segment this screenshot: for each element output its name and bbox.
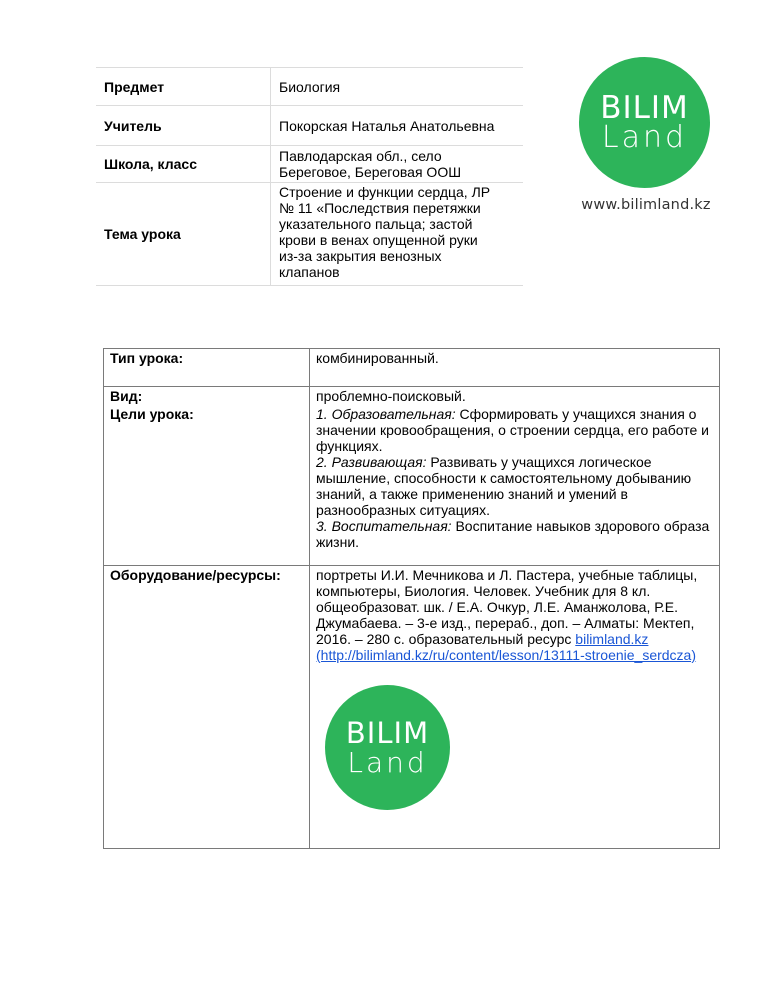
table-row: [96, 183, 523, 286]
goal-text: Воспитание навыков здорового образа жизни.: [316, 518, 710, 550]
lesson-info-table: [96, 67, 523, 286]
lesson-type-label: Тип урока:: [104, 349, 310, 387]
subject-label: Предмет: [96, 68, 271, 106]
school-line: Павлодарская обл., село: [279, 148, 442, 164]
bilimland-link[interactable]: bilimland.kz: [575, 631, 649, 647]
table-row: [96, 68, 523, 106]
goals-label: Цели урока:: [104, 405, 310, 566]
goal-text: Сформировать у учащихся знания о значении кровообращения, о строении сердца, его работе и функциях.: [316, 406, 709, 454]
equipment-text: [316, 567, 713, 647]
topic-line: из-за закрытия венозных: [279, 248, 442, 264]
logo-word-bilim: BILIM: [600, 89, 689, 126]
subject-value: Биология: [271, 68, 524, 106]
topic-line: клапанов: [279, 264, 340, 280]
topic-line: крови в венах опущенной руки: [279, 232, 478, 248]
table-row: [104, 566, 720, 849]
goal-title: 1. Образовательная:: [316, 406, 456, 422]
lesson-url-link[interactable]: (http://bilimland.kz/ru/content/lesson/13111-stroenie_serdcza): [316, 647, 697, 663]
topic-line: Строение и функции сердца, ЛР: [279, 184, 491, 200]
equipment-label: Оборудование/ресурсы:: [104, 566, 310, 849]
goal-item: [316, 518, 713, 550]
goal-title: 3. Воспитательная:: [316, 518, 452, 534]
teacher-value: Покорская Наталья Анатольевна: [271, 106, 524, 146]
goal-item: [316, 454, 713, 518]
teacher-label: Учитель: [96, 106, 271, 146]
site-url: www.bilimland.kz: [581, 197, 711, 213]
goal-title: 2. Развивающая:: [316, 454, 427, 470]
logo-word-bilim: BILIM: [345, 715, 430, 750]
topic-label: Тема урока: [96, 183, 271, 286]
logo-word-land: Land: [601, 119, 688, 155]
table-row: [104, 387, 720, 406]
school-line: Береговое, Береговая ООШ: [279, 164, 462, 180]
logo-word-land: Land: [347, 745, 428, 779]
topic-line: № 11 «Последствия перетяжки: [279, 200, 481, 216]
lesson-url-wrap: [316, 647, 713, 663]
goal-item: [316, 406, 713, 454]
school-value: [271, 146, 524, 183]
lesson-details-table: [103, 348, 720, 849]
lesson-kind-label: Вид:: [104, 387, 310, 406]
school-label: Школа, класс: [96, 146, 271, 183]
lesson-kind-value: проблемно-поисковый.: [310, 387, 720, 406]
table-row: [96, 106, 523, 146]
equipment-value: [310, 566, 720, 849]
bilimland-logo-bottom: [325, 685, 450, 810]
bilimland-logo: [579, 57, 710, 188]
goal-text: Развивать у учащихся логическое мышление, способности к самостоятельному добыванию знаний, а также применению знаний и умений в разнообразных ситуациях.: [316, 454, 692, 518]
table-row: [104, 405, 720, 566]
equipment-description: портреты И.И. Мечникова и Л. Пастера, учебные таблицы, компьютеры, Биология. Человек. Учебник для 8 кл. общеобразоват. шк. / Е.А. Очкур, Л.Е. Аманжолова, Р.Е. Джумабаева. – 3-е изд., перераб., доп. – Алматы: Мектеп, 2016. – 280 с. образовательный ресурс: [316, 567, 698, 647]
goals-value: [310, 405, 720, 566]
table-row: [96, 146, 523, 183]
lesson-type-value: комбинированный.: [310, 349, 720, 387]
table-row: [104, 349, 720, 387]
topic-line: указательного пальца; застой: [279, 216, 473, 232]
topic-value: [271, 183, 524, 286]
